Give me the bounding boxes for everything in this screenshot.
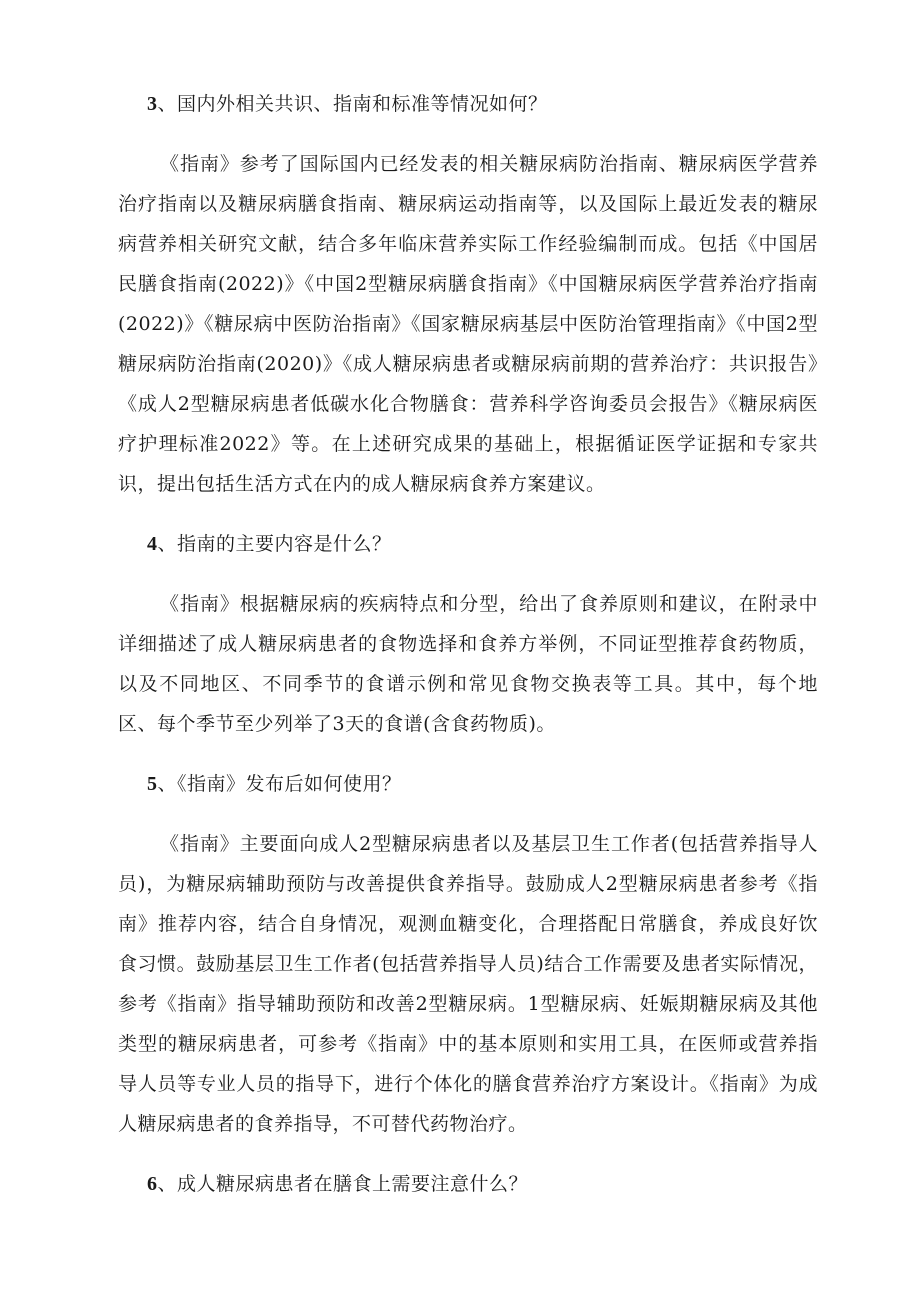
section-title: 、《指南》发布后如何使用？ [157,773,402,795]
section-heading-5 [118,764,818,804]
section-number: 3 [147,93,158,115]
section-number: 6 [147,1173,158,1195]
section-title: 、指南的主要内容是什么？ [157,533,392,555]
section-paragraph-5: 《指南》主要面向成人2型糖尿病患者以及基层卫生工作者(包括营养指导人员)，为糖尿病辅助预防与改善提供食养指导。鼓励成人2型糖尿病患者参考《指南》推荐内容，结合自身情况，观测血糖变化，合理搭配日常膳食，养成良好饮食习惯。鼓励基层卫生工作者(包括营养指导人员)结合工作需要及患者实际情况，参考《指南》指导辅助预防和改善2型糖尿病。1型糖尿病、妊娠期糖尿病及其他类型的糖尿病患者，可参考《指南》中的基本原则和实用工具，在医师或营养指导人员等专业人员的指导下，进行个体化的膳食营养治疗方案设计。《指南》为成人糖尿病患者的食养指导，不可替代药物治疗。 [118,833,818,1135]
section-title: 、国内外相关共识、指南和标准等情况如何？ [157,93,548,115]
section-paragraph-3: 《指南》参考了国际国内已经发表的相关糖尿病防治指南、糖尿病医学营养治疗指南以及糖尿病膳食指南、糖尿病运动指南等，以及国际上最近发表的糖尿病营养相关研究文献，结合多年临床营养实际工作经验编制而成。包括《中国居民膳食指南(2022)》《中国2型糖尿病膳食指南》《中国糖尿病医学营养治疗指南(2022)》《糖尿病中医防治指南》《国家糖尿病基层中医防治管理指南》《中国2型糖尿病防治指南(2020)》《成人糖尿病患者或糖尿病前期的营养治疗：共识报告》《成人2型糖尿病患者低碳水化合物膳食：营养科学咨询委员会报告》《糖尿病医疗护理标准2022》等。在上述研究成果的基础上，根据循证医学证据和专家共识，提出包括生活方式在内的成人糖尿病食养方案建议。 [118,153,818,495]
section-paragraph-4: 《指南》根据糖尿病的疾病特点和分型，给出了食养原则和建议，在附录中详细描述了成人糖尿病患者的食物选择和食养方举例，不同证型推荐食药物质，以及不同地区、不同季节的食谱示例和常见食物交换表等工具。其中，每个地区、每个季节至少列举了3天的食谱(含食药物质)。 [118,593,818,735]
section-title: 、成人糖尿病患者在膳食上需要注意什么？ [157,1173,529,1195]
section-number: 4 [147,533,158,555]
section-heading-6 [118,1164,818,1204]
document-content [118,84,818,1224]
section-number: 5 [147,773,158,795]
section-heading-3 [118,84,818,124]
section-heading-4 [118,524,818,564]
